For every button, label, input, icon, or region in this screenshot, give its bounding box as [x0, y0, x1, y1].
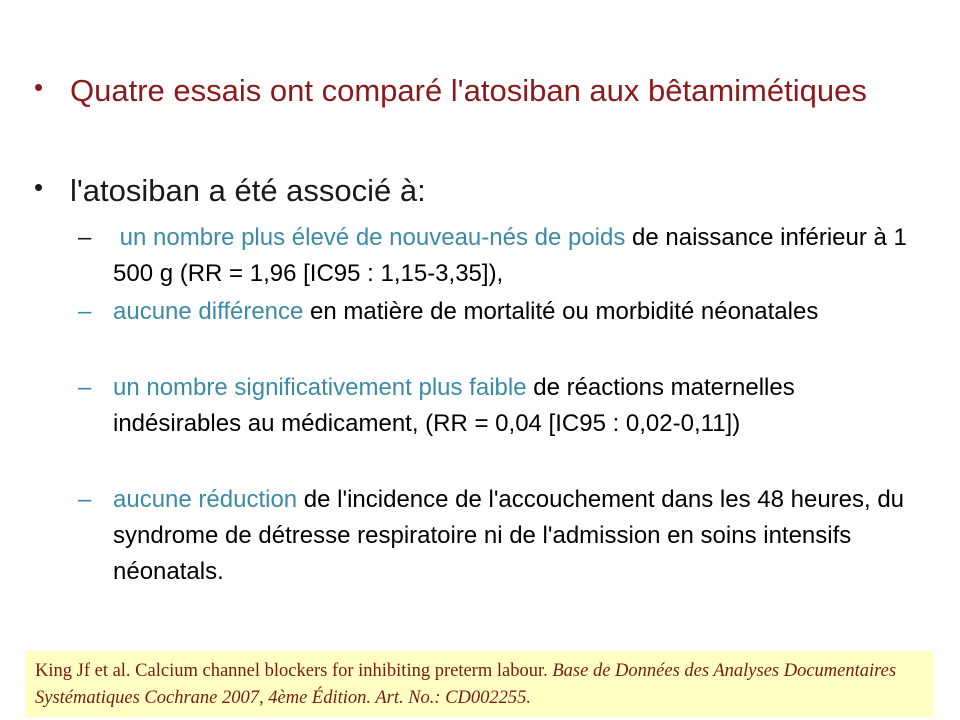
highlight-text: un nombre plus élevé de nouveau-nés de poids: [119, 224, 626, 251]
sub-bullet-item: [70, 220, 910, 292]
reference-citation: [25, 651, 933, 717]
sub-bullet-text: [113, 370, 910, 442]
highlight-text: aucune réduction: [113, 486, 298, 513]
bullet-item-association: [30, 172, 910, 210]
sub-bullet-item: [70, 370, 910, 442]
sub-bullet-text: [113, 220, 910, 292]
body-text: de l'incidence de l'accouchement dans les 48 heures, du syndrome de détresse respiratoire ni de l'admission en soins intensifs néonatals.: [113, 486, 905, 585]
citation-source: Base de Données des Analyses Documentaires Systématiques Cochrane 2007, 4ème Édition. Art. No.: CD002255.: [35, 661, 897, 708]
body-text: de réactions maternelles indésirables au médicament, (RR = 0,04 [IC95 : 0,02-0,11]): [113, 374, 795, 437]
dash-icon: –: [78, 224, 92, 251]
bullet-text: Quatre essais ont comparé l'atosiban aux bêtamimétiques: [70, 73, 867, 108]
body-text: de naissance inférieur à 1 500 g (RR = 1,96 [IC95 : 1,15-3,35]),: [113, 224, 907, 287]
bullet-icon: •: [34, 172, 44, 202]
body-text: en matière de mortalité ou morbidité néonatales: [303, 298, 819, 325]
bullet-item-comparison: [30, 72, 910, 110]
sub-bullet-text: [113, 482, 910, 590]
dash-icon: –: [78, 298, 92, 325]
highlight-text: aucune différence: [113, 298, 304, 325]
dash-icon: –: [78, 486, 92, 513]
highlight-text: un nombre significativement plus faible: [113, 374, 527, 401]
bullet-icon: •: [34, 72, 44, 102]
dash-icon: –: [78, 374, 92, 401]
sub-bullet-item: [70, 294, 910, 330]
citation-authors-title: King Jf et al. Calcium channel blockers for inhibiting preterm labour.: [35, 661, 553, 681]
sub-bullet-text: [113, 294, 910, 330]
bullet-text: l'atosiban a été associé à:: [70, 173, 426, 208]
sub-bullet-item: [70, 482, 910, 590]
